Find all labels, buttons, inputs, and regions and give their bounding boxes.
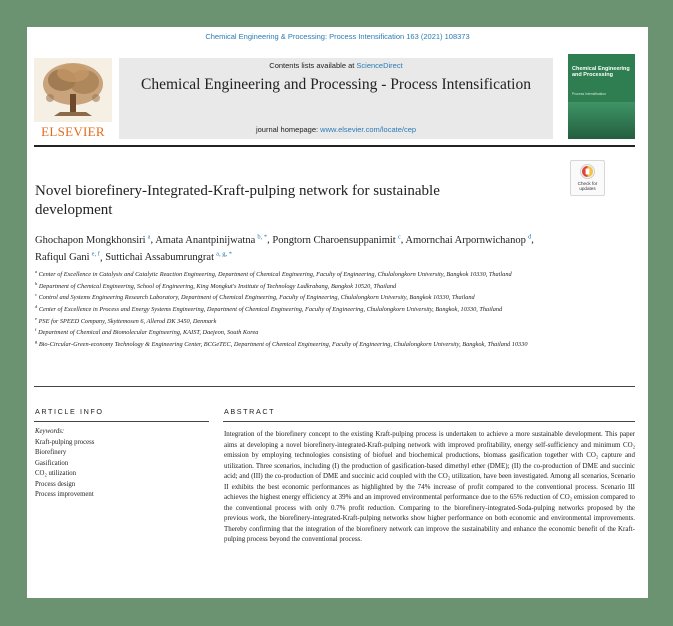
affiliation xyxy=(35,326,575,338)
author-affiliation-marker[interactable]: e, f xyxy=(91,250,100,258)
affiliation-marker: f xyxy=(35,327,37,333)
affiliation-text: Center of Excellence in Catalysis and Catalytic Reaction Engineering, Department of Chemical Engineering, Faculty of Engineering, Chulalongkorn University, Bangkok 10330, Thailand xyxy=(37,271,512,279)
author-affiliation-marker[interactable]: c xyxy=(397,233,401,240)
author[interactable] xyxy=(35,252,100,263)
affiliation-text: Department of Chemical and Biomolecular Engineering, KAIST, Daejeon, South Korea xyxy=(36,329,259,337)
contents-line xyxy=(119,61,553,70)
cover-image xyxy=(568,102,635,139)
sciencedirect-link[interactable]: ScienceDirect xyxy=(356,61,403,70)
affiliation-text: Department of Chemical Engineering, School of Engineering, King Mongkut's Institute of Technology Ladkrabang, Bangkok 10520, Thailand xyxy=(37,282,397,290)
abstract-heading: ABSTRACT xyxy=(224,407,276,416)
affiliation-marker: b xyxy=(35,280,38,286)
keyword: Process improvement xyxy=(35,491,94,498)
cover-subtitle: Process Intensification xyxy=(572,92,606,96)
keyword: CO₂ utilization xyxy=(35,470,77,477)
journal-cover[interactable] xyxy=(568,54,635,139)
affiliation-text: Bio-Circular-Green-economy Technology & Engineering Center, BCGeTEC, Department of Chemical Engineering, Faculty of Engineering, Chulalongkorn University, Bangkok, Thailand 10330 xyxy=(37,341,528,349)
affiliation-text: PSE for SPEED Company, Skyttemosen 6, Allerod DK 3450, Denmark xyxy=(37,317,217,325)
author-affiliation-marker[interactable]: a, g, * xyxy=(216,250,232,258)
elsevier-logo[interactable] xyxy=(34,58,112,140)
author-name: Suttichai Assabumrungrat xyxy=(105,252,214,263)
author-list xyxy=(35,230,555,265)
author-name: Amornchai Arpornwichanop xyxy=(405,234,526,246)
keyword: Kraft-pulping process xyxy=(35,438,95,446)
author-name: Ghochapon Mongkhonsiri xyxy=(35,234,146,246)
affiliation-list xyxy=(35,268,575,350)
author-name: Amata Anantpinijwatna xyxy=(155,234,256,246)
article-info-divider xyxy=(34,421,209,422)
author-separator: , xyxy=(150,234,156,246)
keyword-list xyxy=(35,438,205,501)
tree-logo-icon xyxy=(34,58,112,122)
author[interactable] xyxy=(155,235,267,246)
homepage-prefix: journal homepage: xyxy=(255,125,321,134)
article-page xyxy=(27,27,648,598)
affiliation-marker: d xyxy=(35,304,38,310)
affiliation xyxy=(35,303,575,315)
homepage-line xyxy=(119,125,553,134)
publisher-name: ELSEVIER xyxy=(41,124,105,139)
affiliation xyxy=(35,280,575,292)
keyword: Biorefinery xyxy=(35,449,67,456)
author-separator: , xyxy=(99,252,106,263)
affiliation-marker: a xyxy=(35,269,37,274)
journal-reference[interactable]: Chemical Engineering & Processing: Process Intensification 163 (2021) 108373 xyxy=(205,32,470,41)
affiliation xyxy=(35,338,575,350)
author-name: Pongtorn Charoensuppanimit xyxy=(272,234,396,246)
article-title: Novel biorefinery-Integrated-Kraft-pulping network for sustainable development xyxy=(35,183,440,218)
contents-prefix: Contents lists available at xyxy=(269,61,357,70)
journal-masthead xyxy=(119,58,553,139)
author-affiliation-marker[interactable]: d xyxy=(527,233,532,240)
author-separator: , xyxy=(400,234,406,246)
affiliation-text: Center of Excellence in Process and Energy Systems Engineering, Department of Chemical Engineering, Faculty of Engineering, Chulalongkorn University, Bangkok, 10330, Thailand xyxy=(37,306,503,314)
author[interactable] xyxy=(35,235,151,246)
author-affiliation-marker[interactable]: a xyxy=(147,233,151,240)
article-info-heading: ARTICLE INFO xyxy=(35,407,104,416)
affiliation xyxy=(35,268,575,280)
affiliation-text: Control and Systems Engineering Research Laboratory, Department of Chemical Engineering, Faculty of Engineering, Chulalongkorn University, Bangkok 10330, Thailand xyxy=(37,294,475,302)
keyword: Gasification xyxy=(35,459,69,467)
author[interactable] xyxy=(105,252,232,263)
cover-title: Chemical Engineering and Processing xyxy=(572,66,630,79)
author-name: Rafiqul Gani xyxy=(35,252,90,263)
author-separator: , xyxy=(531,234,534,246)
keywords-label: Keywords: xyxy=(35,428,65,435)
check-for-updates-button[interactable] xyxy=(570,160,605,196)
affiliation-marker: c xyxy=(35,292,37,298)
abstract-divider xyxy=(223,421,635,422)
journal-homepage-link[interactable]: www.elsevier.com/locate/cep xyxy=(320,125,417,134)
abstract-text: Integration of the biorefinery concept to the existing Kraft-pulping process is undertaken to achieve a more sustainable development. This paper aims at developing a novel biorefinery-integrated-Kraft-pulping network with improved profitability, energy self-sufficiency and minimum CO₂ emission by employing technologies consisting of biofuel and biochemical productions, biomass gasification together with CO₂ capture and utilization. Three scenarios, including (I) the production of gasification-based dimethyl ether (DME); (II) the co-production of DME and succinic acid; and (III) the co-production of DME and succinic acid coupled with the CO₂ utilization, have been investigated. Among all scenarios, Scenario II exhibits the best economic performances as highlighted by the 74% increase of profit compared to the conventional process. Scenario III achieves the highest energy efficiency at 39% and an improved environmental performance due to the 65% reduction of CO₂ emission compared to the conventional process with only 0.7% profit reduction. Comparing to the biorefinery-integrated-Soda-pulping networks proposed by the previous work, the biorefinery-integrated-Kraft-pulping networks show higher performance on both economic and environmental improvements. Thereby confirming that the integration of the biorefinery network can improve the sustainability and enhance the economic benefit of the Kraft-pulping process beyond the conventional process. xyxy=(224,430,635,544)
header-divider xyxy=(34,145,635,147)
keywords-block xyxy=(35,427,205,501)
author[interactable] xyxy=(405,235,531,246)
affiliation-marker: e xyxy=(35,315,37,321)
author-separator: , xyxy=(267,234,273,246)
affiliation-marker: g xyxy=(35,339,38,345)
keyword: Process design xyxy=(35,480,76,488)
affiliation-divider xyxy=(34,386,635,387)
author-affiliation-marker[interactable]: b, * xyxy=(257,233,268,240)
check-updates-icon xyxy=(580,164,595,180)
author[interactable] xyxy=(272,235,400,246)
check-updates-label: Check for updates xyxy=(577,181,598,191)
affiliation xyxy=(35,291,575,303)
affiliation xyxy=(35,315,575,327)
journal-title: Chemical Engineering and Processing - Process Intensification xyxy=(141,76,531,93)
